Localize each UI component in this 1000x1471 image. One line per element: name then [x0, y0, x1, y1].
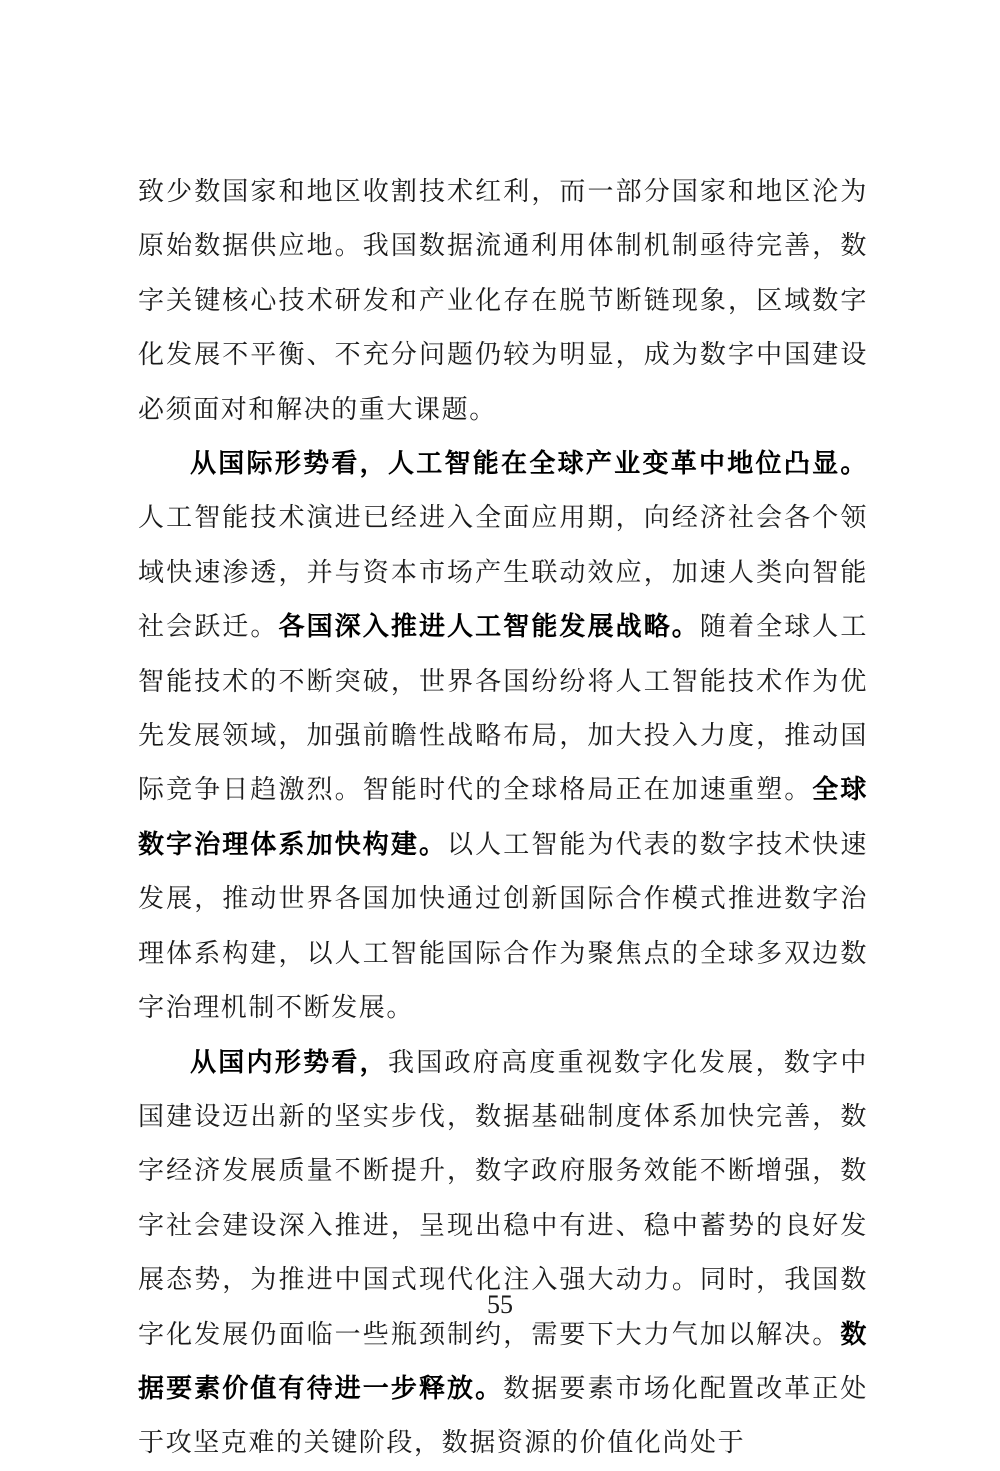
paragraph-2-text-3: 以人工智能为代表的数字技术快速发展，推动世界各国加快通过创新国际合作模式推进数字治理体系构建，以人工智能国际合作为聚焦点的全球多双边数字治理机制不断发展。 [138, 829, 868, 1024]
paragraph-3-text-2: 数据要素市场化配置改革正处于攻坚克难的关键阶段，数据资源的价值化尚处于 [138, 1373, 868, 1459]
paragraph-2-text-1: 人工智能技术演进已经进入全面应用期，向经济社会各个领域快速渗透，并与资本市场产生联动效应，加速人类向智能社会跃迁。 [138, 503, 868, 643]
paragraph-1 [138, 165, 868, 437]
heading-domestic-situation: 从国内形势看， [190, 1047, 388, 1078]
heading-digital-governance: 全球数字治理体系加快构建。 [138, 775, 868, 860]
heading-ai-strategy: 各国深入推进人工智能发展战略。 [278, 612, 700, 643]
paragraph-2 [138, 437, 868, 1035]
page-number: 55 [487, 1290, 513, 1319]
paragraph-3 [138, 1036, 868, 1471]
paragraph-2-text-2: 随着全球人工智能技术的不断突破，世界各国纷纷将人工智能技术作为优先发展领域，加强前瞻性战略布局，加大投入力度，推动国际竞争日趋激烈。智能时代的全球格局正在加速重塑。 [138, 612, 868, 806]
paragraph-1-text: 致少数国家和地区收割技术红利，而一部分国家和地区沦为原始数据供应地。我国数据流通利用体制机制亟待完善，数字关键核心技术研发和产业化存在脱节断链现象，区域数字化发展不平衡、不充分问题仍较为明显，成为数字中国建设必须面对和解决的重大课题。 [138, 177, 868, 425]
heading-data-value: 数据要素价值有待进一步释放。 [138, 1319, 868, 1404]
body-text [138, 165, 868, 1471]
heading-international-situation: 从国际形势看，人工智能在全球产业变革中地位凸显。 [190, 449, 868, 480]
paragraph-3-text-1: 我国政府高度重视数字化发展，数字中国建设迈出新的坚实步伐，数据基础制度体系加快完善，数字经济发展质量不断提升，数字政府服务效能不断增强，数字社会建设深入推进，呈现出稳中有进、稳中蓄势的良好发展态势，为推进中国式现代化注入强大动力。同时，我国数字化发展仍面临一些瓶颈制约，需要下大力气加以解决。 [138, 1047, 869, 1350]
